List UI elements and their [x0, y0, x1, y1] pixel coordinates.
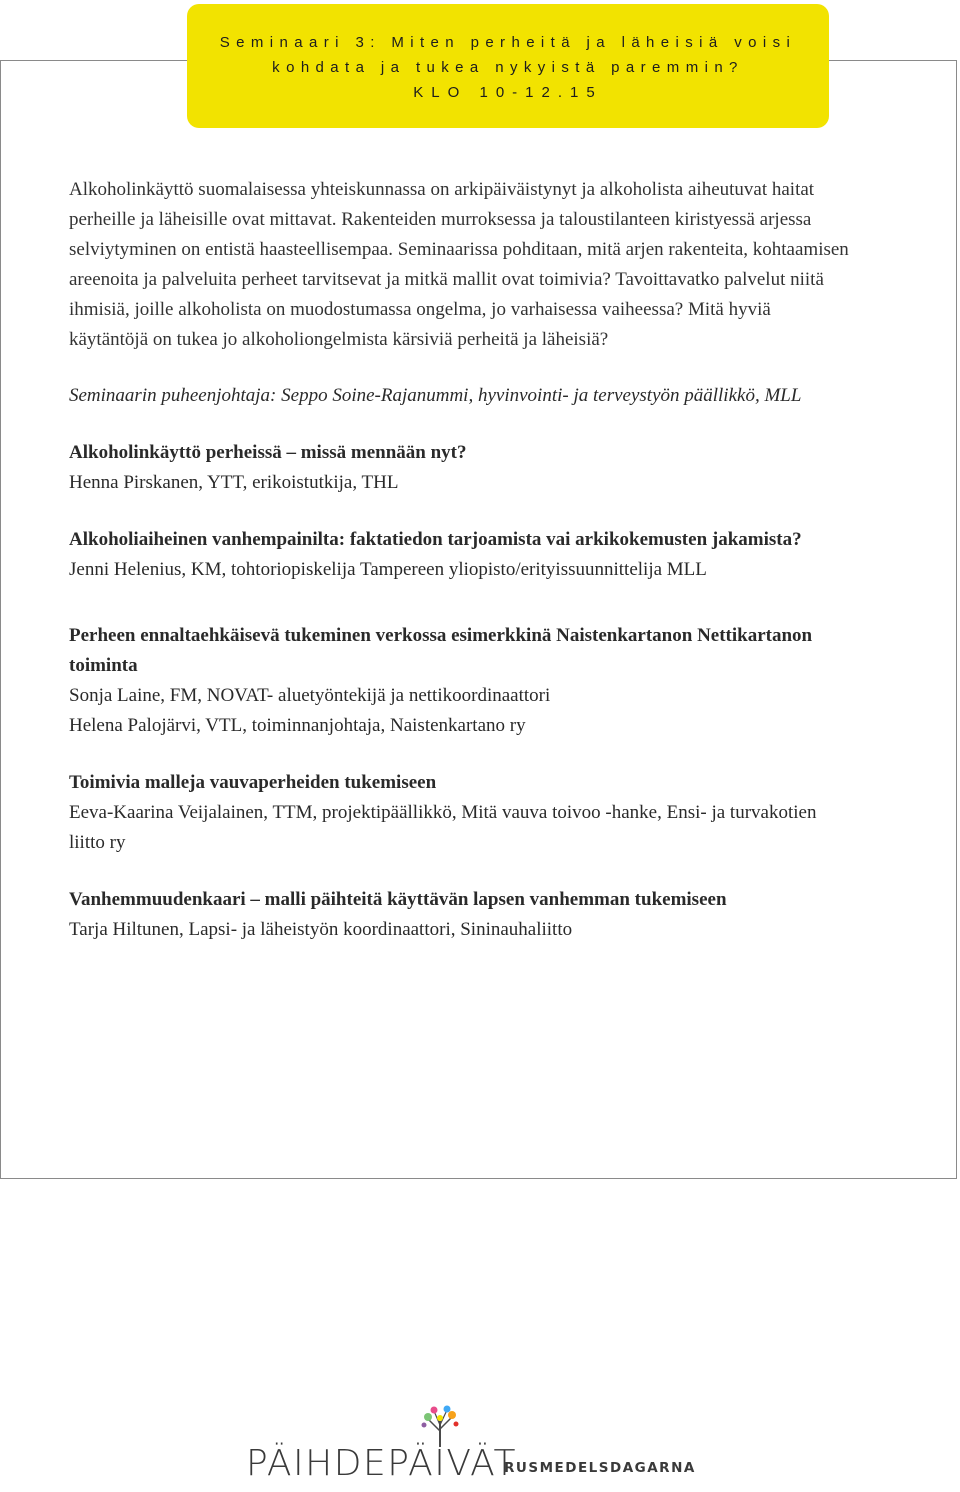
speaker-line: Eeva-Kaarina Veijalainen, TTM, projektipäällikkö, Mitä vauva toivoo -hanke, Ensi- ja turvakotien liitto ry	[69, 802, 817, 853]
talk-item	[69, 438, 849, 498]
speaker-line: Sonja Laine, FM, NOVAT- aluetyöntekijä ja nettikoordinaattori	[69, 685, 551, 706]
talk-title: Toimivia malleja vauvaperheiden tukemiseen	[69, 772, 437, 793]
talk-item	[69, 885, 849, 945]
talk-item	[69, 621, 849, 741]
banner-title-line2: kohdata ja tukea nykyistä paremmin?	[272, 59, 744, 76]
talk-title: Alkoholiaiheinen vanhempainilta: faktatiedon tarjoamista vai arkikokemusten jakamista?	[69, 529, 802, 550]
talk-title: Perheen ennaltaehkäisevä tukeminen verkossa esimerkkinä Naistenkartanon Nettikartanon toiminta	[69, 625, 813, 676]
talk-item	[69, 768, 849, 858]
talk-item	[69, 525, 849, 585]
chair-line: Seminaarin puheenjohtaja: Seppo Soine-Rajanummi, hyvinvointi- ja terveystyön päällikkö, MLL	[69, 385, 802, 406]
program-content	[69, 175, 849, 945]
seminar-banner	[187, 4, 829, 128]
intro-paragraph: Alkoholinkäyttö suomalaisessa yhteiskunnassa on arkipäiväistynyt ja alkoholista aiheutuvat haitat perheille ja läheisille ovat mittavat. Rakenteiden murroksessa ja taloustilanteen kiristyessä arjessa selviytyminen on entistä haasteellisempaa. Seminaarissa pohditaan, mitä arjen rakenteita, kohtaamisen areenoita ja palveluita perheet tarvitsevat ja mitkä mallit ovat toimivia? Tavoittavatko palvelut niitä ihmisiä, joille alkoholista on muodostumassa ongelma, jo varhaisessa vaiheessa? Mitä hyviä käytäntöjä on tukea jo alkoholiongelmista kärsiviä perheitä ja läheisiä?	[69, 179, 849, 350]
speaker-line: Helena Palojärvi, VTL, toiminnanjohtaja, Naistenkartano ry	[69, 715, 526, 736]
logo-wordmark: PÄIHDEPÄIVÄT	[246, 1443, 517, 1484]
banner-title-line1: Seminaari 3: Miten perheitä ja läheisiä voisi	[219, 34, 797, 51]
paihdepaivat-logo	[244, 1405, 714, 1485]
logo-subtitle: RUSMEDELSDAGARNA	[504, 1460, 696, 1476]
speaker-line: Jenni Helenius, KM, tohtoriopiskelija Tampereen yliopisto/erityissuunnittelija MLL	[69, 559, 707, 580]
banner-time: KLO 10-12.15	[413, 84, 603, 101]
speaker-line: Henna Pirskanen, YTT, erikoistutkija, THL	[69, 472, 399, 493]
talk-title: Alkoholinkäyttö perheissä – missä mennään nyt?	[69, 442, 467, 463]
speaker-line: Tarja Hiltunen, Lapsi- ja läheistyön koordinaattori, Sininauhaliitto	[69, 919, 573, 940]
tree-icon	[420, 1405, 460, 1447]
talk-title: Vanhemmuudenkaari – malli päihteitä käyttävän lapsen vanhemman tukemiseen	[69, 889, 727, 910]
